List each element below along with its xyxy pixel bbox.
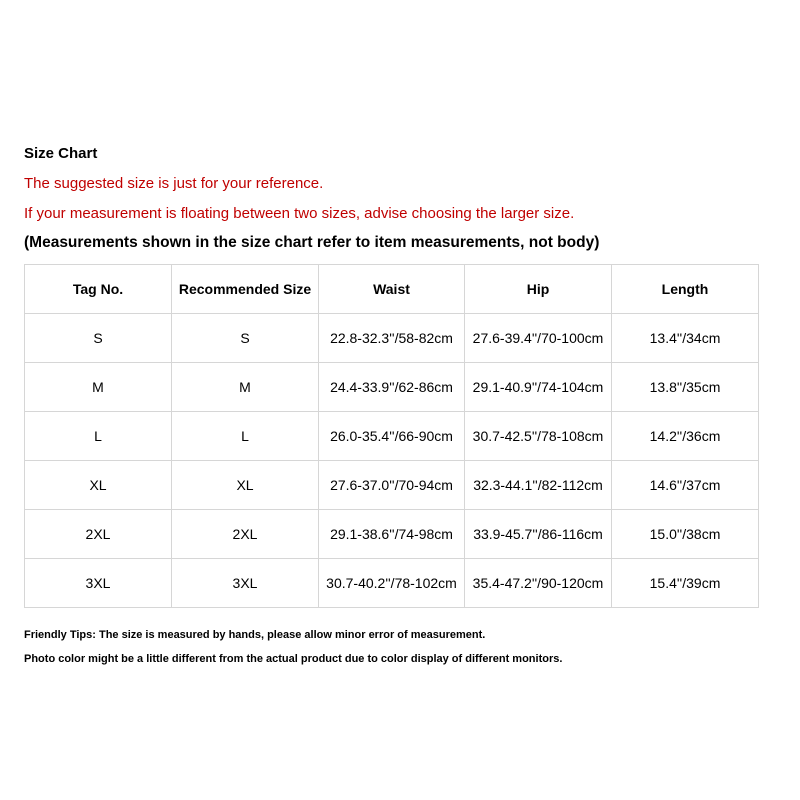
cell-length: 15.4''/39cm [612,559,759,608]
cell-hip: 32.3-44.1''/82-112cm [465,461,612,510]
cell-tag-no: 3XL [25,559,172,608]
table-row [25,412,759,461]
cell-hip: 35.4-47.2''/90-120cm [465,559,612,608]
color-disclaimer: Photo color might be a little different from the actual product due to color display of different monitors. [24,653,563,665]
cell-hip: 33.9-45.7''/86-116cm [465,510,612,559]
cell-recommended-size: 3XL [172,559,319,608]
cell-length: 14.2''/36cm [612,412,759,461]
cell-tag-no: M [25,363,172,412]
cell-hip: 30.7-42.5''/78-108cm [465,412,612,461]
table-header-row [25,265,759,314]
table-row [25,314,759,363]
cell-hip: 27.6-39.4''/70-100cm [465,314,612,363]
cell-recommended-size: M [172,363,319,412]
cell-waist: 27.6-37.0''/70-94cm [319,461,465,510]
size-table [24,264,759,608]
table-row [25,510,759,559]
cell-tag-no: S [25,314,172,363]
cell-recommended-size: 2XL [172,510,319,559]
cell-waist: 30.7-40.2''/78-102cm [319,559,465,608]
cell-hip: 29.1-40.9''/74-104cm [465,363,612,412]
measurement-disclaimer: (Measurements shown in the size chart refer to item measurements, not body) [24,234,600,251]
cell-recommended-size: S [172,314,319,363]
cell-tag-no: L [25,412,172,461]
header-recommended-size: Recommended Size [172,265,319,314]
cell-waist: 29.1-38.6''/74-98cm [319,510,465,559]
cell-length: 14.6''/37cm [612,461,759,510]
friendly-tips: Friendly Tips: The size is measured by hands, please allow minor error of measurement. [24,629,486,641]
header-length: Length [612,265,759,314]
cell-length: 13.4''/34cm [612,314,759,363]
table-row [25,363,759,412]
header-tag-no: Tag No. [25,265,172,314]
cell-tag-no: XL [25,461,172,510]
reference-note: The suggested size is just for your reference. [24,175,324,192]
cell-tag-no: 2XL [25,510,172,559]
cell-recommended-size: L [172,412,319,461]
cell-waist: 22.8-32.3''/58-82cm [319,314,465,363]
header-hip: Hip [465,265,612,314]
table-row [25,559,759,608]
cell-waist: 24.4-33.9''/62-86cm [319,363,465,412]
cell-length: 15.0''/38cm [612,510,759,559]
table-row [25,461,759,510]
larger-size-advice-note: If your measurement is floating between two sizes, advise choosing the larger size. [24,205,575,222]
size-chart-title: Size Chart [24,145,98,162]
header-waist: Waist [319,265,465,314]
cell-recommended-size: XL [172,461,319,510]
cell-waist: 26.0-35.4''/66-90cm [319,412,465,461]
cell-length: 13.8''/35cm [612,363,759,412]
